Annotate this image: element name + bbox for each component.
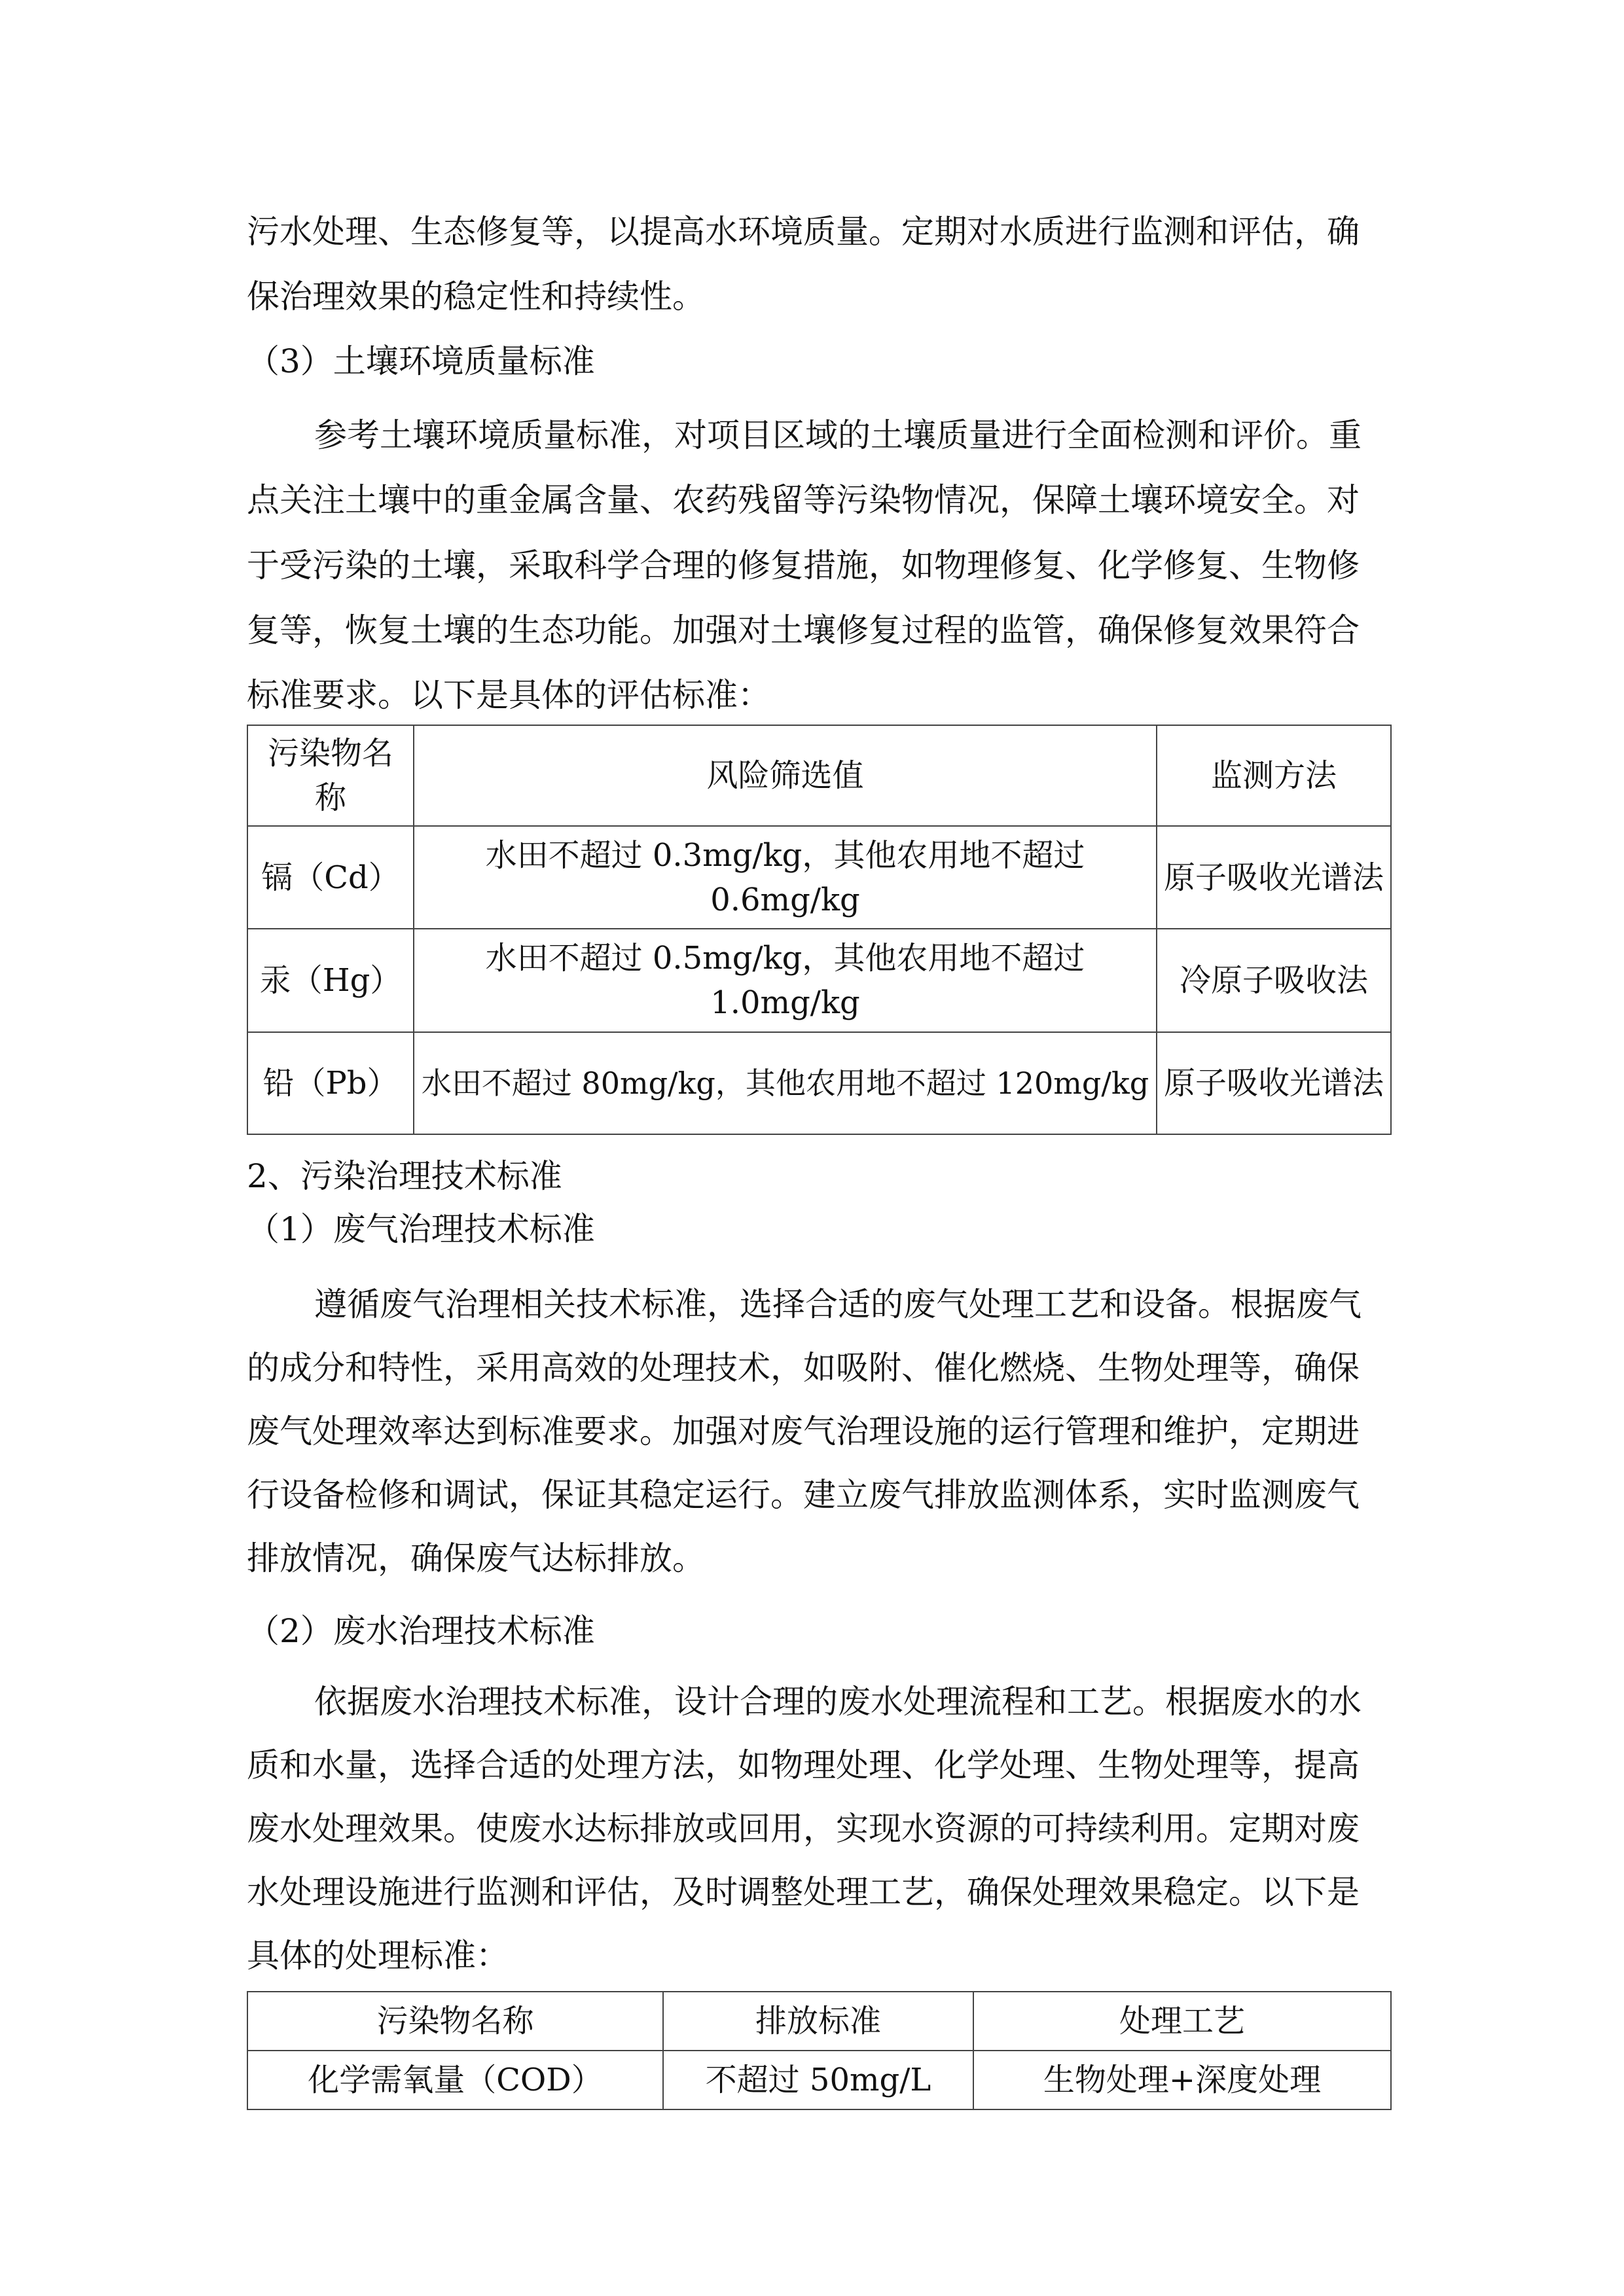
text-line: 污水处理、生态修复等，以提高水环境质量。定期对水质进行监测和评估，确 — [247, 213, 1360, 251]
table-cell: 冷原子吸收法 — [1157, 929, 1391, 1032]
table-row — [247, 929, 1391, 1032]
text-line: 废水处理效果。使废水达标排放或回用，实现水资源的可持续利用。定期对废 — [247, 1810, 1360, 1848]
table-cell: 水田不超过 80mg/kg，其他农用地不超过 120mg/kg — [414, 1032, 1157, 1134]
text-line: 的成分和特性，采用高效的处理技术，如吸附、催化燃烧、生物处理等，确保 — [247, 1349, 1360, 1387]
header-cell: 污染物名称 — [247, 725, 414, 826]
table-header-row — [247, 1992, 1391, 2051]
table-cell: 铅（Pb） — [247, 1032, 414, 1134]
text-line: 复等，恢复土壤的生态功能。加强对土壤修复过程的监管，确保修复效果符合 — [247, 611, 1360, 649]
soil-standards-table — [247, 725, 1392, 1135]
text-line: 行设备检修和调试，保证其稳定运行。建立废气排放监测体系，实时监测废气 — [247, 1476, 1360, 1514]
soil-heading: （3）土壤环境质量标准 — [247, 342, 595, 380]
table-cell: 水田不超过 0.3mg/kg，其他农用地不超过 0.6mg/kg — [414, 826, 1157, 929]
table-cell: 原子吸收光谱法 — [1157, 826, 1391, 929]
header-cell: 处理工艺 — [973, 1992, 1391, 2051]
table-cell: 原子吸收光谱法 — [1157, 1032, 1391, 1134]
header-cell: 风险筛选值 — [414, 725, 1157, 826]
header-cell: 污染物名称 — [247, 1992, 663, 2051]
text-line: 遵循废气治理相关技术标准，选择合适的废气处理工艺和设备。根据废气 — [314, 1285, 1362, 1323]
text-line: 水处理设施进行监测和评估，及时调整处理工艺，确保处理效果稳定。以下是 — [247, 1873, 1360, 1911]
text-line: 参考土壤环境质量标准，对项目区域的土壤质量进行全面检测和评价。重 — [314, 416, 1362, 454]
table-row — [247, 826, 1391, 929]
table-row — [247, 1032, 1391, 1134]
text-line: 标准要求。以下是具体的评估标准： — [247, 676, 770, 714]
table-cell: 不超过 50mg/L — [663, 2051, 973, 2109]
table-header-row — [247, 725, 1391, 826]
text-line: 质和水量，选择合适的处理方法，如物理处理、化学处理、生物处理等，提高 — [247, 1746, 1360, 1784]
text-line: 排放情况，确保废气达标排放。 — [247, 1539, 705, 1577]
table-cell: 水田不超过 0.5mg/kg，其他农用地不超过 1.0mg/kg — [414, 929, 1157, 1032]
header-cell: 排放标准 — [663, 1992, 973, 2051]
table-row — [247, 2051, 1391, 2109]
table-cell: 镉（Cd） — [247, 826, 414, 929]
section2-heading: 2、污染治理技术标准 — [247, 1157, 562, 1195]
text-line: 于受污染的土壤，采取科学合理的修复措施，如物理修复、化学修复、生物修 — [247, 547, 1360, 584]
table-cell: 汞（Hg） — [247, 929, 414, 1032]
wastewater-standards-table — [247, 1991, 1392, 2110]
table-cell: 化学需氧量（COD） — [247, 2051, 663, 2109]
text-line: 点关注土壤中的重金属含量、农药残留等污染物情况，保障土壤环境安全。对 — [247, 481, 1360, 519]
text-line: 具体的处理标准： — [247, 1937, 509, 1975]
text-line: 废气处理效率达到标准要求。加强对废气治理设施的运行管理和维护，定期进 — [247, 1412, 1360, 1450]
header-cell: 监测方法 — [1157, 725, 1391, 826]
water-heading: （2）废水治理技术标准 — [247, 1612, 595, 1650]
text-line: 依据废水治理技术标准，设计合理的废水处理流程和工艺。根据废水的水 — [314, 1683, 1362, 1721]
gas-heading: （1）废气治理技术标准 — [247, 1210, 595, 1248]
table-cell: 生物处理+深度处理 — [973, 2051, 1391, 2109]
text-line: 保治理效果的稳定性和持续性。 — [247, 278, 705, 315]
